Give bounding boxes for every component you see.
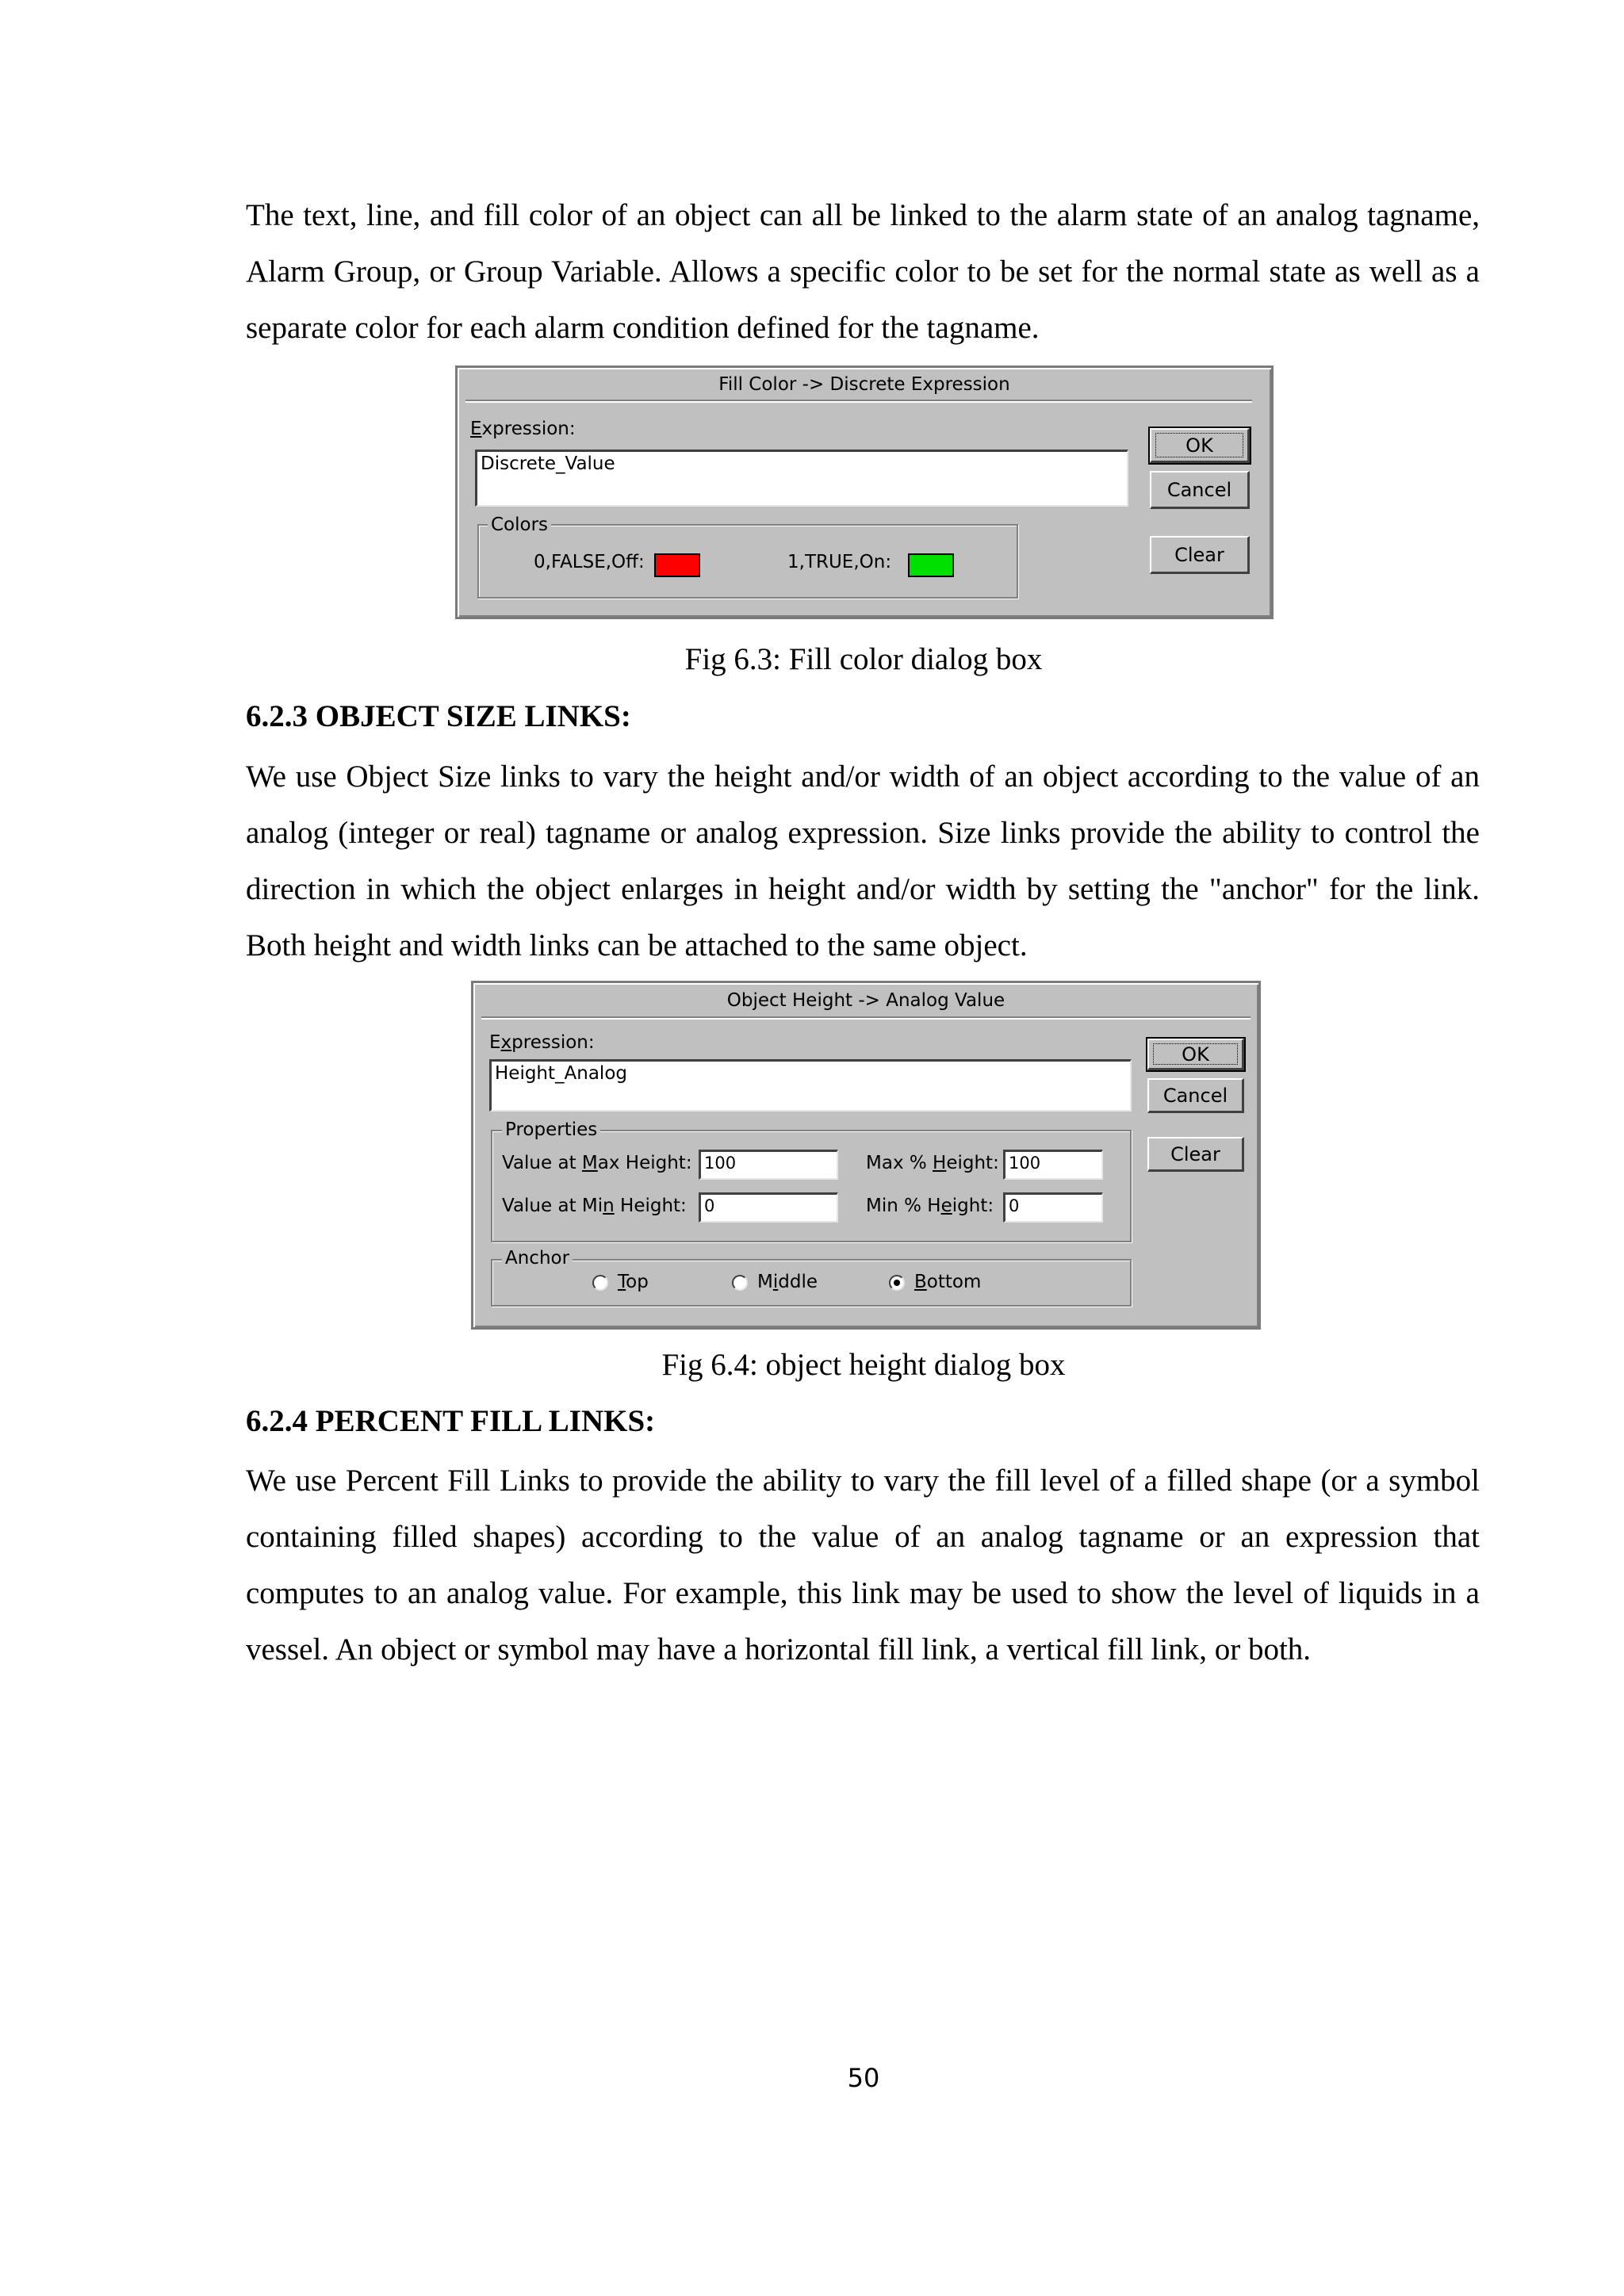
- max-pct-field[interactable]: 100: [1003, 1150, 1103, 1180]
- min-pct-label: Min % Height:: [866, 1196, 994, 1216]
- false-color-label: 0,FALSE,Off:: [534, 552, 645, 572]
- max-pct-label: Max % Height:: [866, 1153, 999, 1173]
- anchor-group-label: Anchor: [502, 1248, 573, 1269]
- cancel-button[interactable]: [1147, 1078, 1244, 1113]
- min-value-field[interactable]: 0: [699, 1192, 838, 1223]
- expression-field[interactable]: Height_Analog: [489, 1059, 1132, 1112]
- expression-label: Expression:: [470, 419, 576, 439]
- section-heading: 6.2.3 OBJECT SIZE LINKS:: [246, 699, 631, 733]
- fill-color-dialog: [455, 365, 1274, 619]
- intro-paragraph: The text, line, and fill color of an object can all be linked to the alarm state of an analog tagname, Alarm Group, or Group Variable. Allows a specific color to be set for the normal state as well as a separate color for each alarm condition defined for the tagname.: [246, 198, 1480, 345]
- title-separator: [465, 400, 1252, 403]
- dialog-title: Object Height -> Analog Value: [726, 990, 1005, 1011]
- section-heading: 6.2.4 PERCENT FILL LINKS:: [246, 1404, 656, 1438]
- expression-field[interactable]: Discrete_Value: [475, 450, 1128, 507]
- true-color-label: 1,TRUE,On:: [787, 552, 892, 572]
- anchor-top-radio[interactable]: [592, 1275, 608, 1291]
- clear-button-label: Clear: [1170, 1142, 1220, 1165]
- true-color-swatch[interactable]: [908, 553, 954, 577]
- max-value-label: Value at Max Height:: [502, 1153, 692, 1173]
- page-number: 50: [847, 2063, 880, 2093]
- min-pct-field[interactable]: 0: [1003, 1192, 1103, 1223]
- cancel-button-label: Cancel: [1166, 478, 1232, 501]
- cancel-button-label: Cancel: [1162, 1084, 1228, 1107]
- anchor-bottom-label: Bottom: [914, 1272, 982, 1292]
- min-value-label: Value at Min Height:: [502, 1196, 687, 1216]
- properties-group-label: Properties: [502, 1119, 600, 1140]
- radio-selected-dot: [894, 1280, 900, 1286]
- clear-button[interactable]: [1150, 536, 1250, 574]
- clear-button[interactable]: [1147, 1137, 1244, 1172]
- colors-group-label: Colors: [488, 515, 551, 535]
- ok-button[interactable]: [1150, 428, 1250, 463]
- anchor-bottom-radio[interactable]: [889, 1275, 905, 1291]
- title-separator: [481, 1016, 1251, 1020]
- dialog-title: Fill Color -> Discrete Expression: [718, 374, 1010, 395]
- cancel-button[interactable]: [1150, 471, 1250, 509]
- expression-label: Expression:: [489, 1032, 595, 1053]
- ok-button-label: OK: [1185, 434, 1213, 457]
- object-height-dialog: [471, 981, 1261, 1330]
- object-size-paragraph: We use Object Size links to vary the height and/or width of an object according to the value of an analog (integer or real) tagname or analog expression. Size links provide the ability to control the direction in which the object enlarges in height and/or width by setting the "anchor" for the link. Both height and width links can be attached to the same object.: [246, 760, 1480, 962]
- figure-caption: Fig 6.4: object height dialog box: [661, 1348, 1066, 1382]
- max-value-field[interactable]: 100: [699, 1150, 838, 1180]
- properties-group: [491, 1130, 1132, 1242]
- anchor-top-label: Top: [618, 1272, 649, 1292]
- anchor-middle-label: Middle: [757, 1272, 818, 1292]
- percent-fill-paragraph: We use Percent Fill Links to provide the ability to vary the fill level of a filled shape (or a symbol containing filled shapes) according to the value of an analog tagname or an expression that computes to an analog value. For example, this link may be used to show the level of liquids in a vessel. An object or symbol may have a horizontal fill link, a vertical fill link, or both.: [246, 1464, 1480, 1667]
- figure-caption: Fig 6.3: Fill color dialog box: [684, 642, 1043, 676]
- clear-button-label: Clear: [1174, 543, 1224, 566]
- anchor-middle-radio[interactable]: [732, 1275, 748, 1291]
- ok-button[interactable]: [1147, 1039, 1244, 1070]
- false-color-swatch[interactable]: [654, 553, 700, 577]
- ok-button-label: OK: [1182, 1043, 1209, 1066]
